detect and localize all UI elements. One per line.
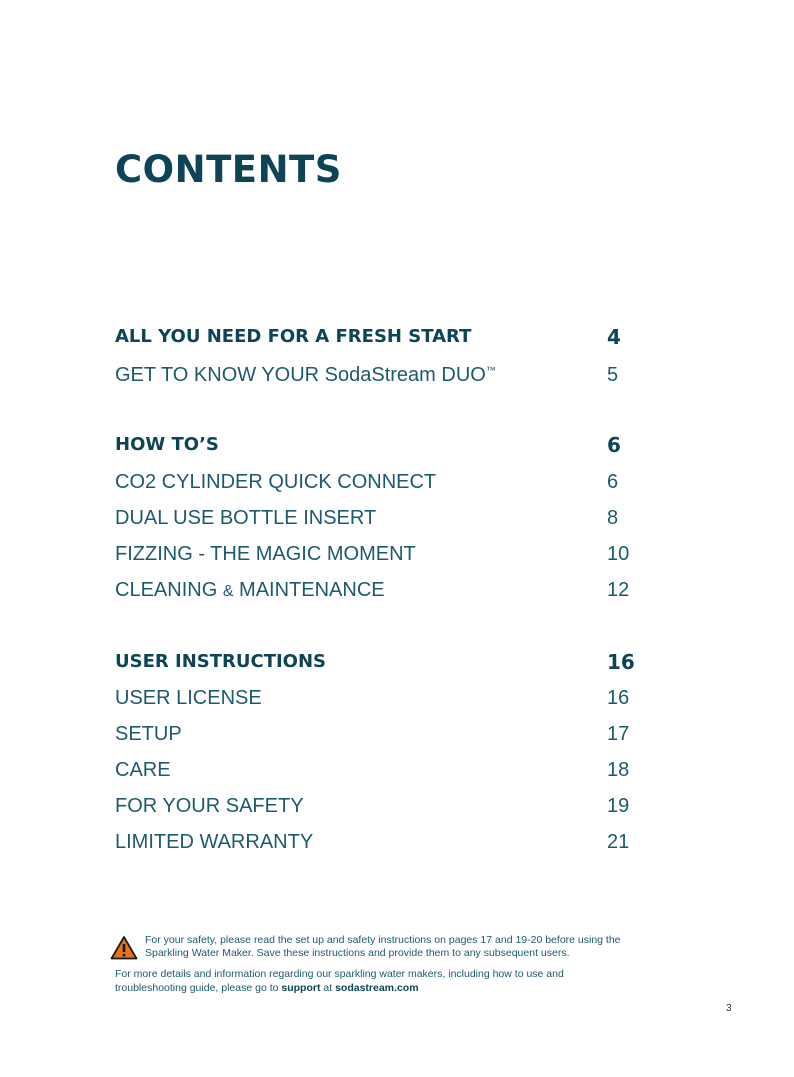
toc-item-page: 12 <box>607 579 630 601</box>
toc-item-warranty[interactable] <box>115 828 635 856</box>
toc-heading-fresh-start[interactable] <box>115 323 635 351</box>
toc-item-page: 16 <box>607 687 630 709</box>
toc-item-safety[interactable] <box>115 792 635 820</box>
toc-heading-page: 4 <box>607 325 621 349</box>
toc-item-label: GET TO KNOW YOUR SodaStream DUO™ <box>115 364 496 386</box>
safety-warning-note <box>110 933 630 965</box>
sodastream-link[interactable]: sodastream.com <box>335 982 419 994</box>
toc-item-label: CARE <box>115 759 171 781</box>
toc-heading-label: USER INSTRUCTIONS <box>115 651 326 672</box>
toc-heading-label: ALL YOU NEED FOR A FRESH START <box>115 326 472 347</box>
page-title: CONTENTS <box>115 148 342 191</box>
support-link[interactable]: support <box>281 982 321 994</box>
toc-heading-page: 6 <box>607 433 621 457</box>
toc-heading-user-instructions[interactable] <box>115 648 635 676</box>
toc-heading-how-tos[interactable] <box>115 431 635 459</box>
toc-item-page: 21 <box>607 831 630 853</box>
toc-item-user-license[interactable] <box>115 684 635 712</box>
toc-item-co2-cylinder[interactable] <box>115 468 635 496</box>
warning-triangle-icon <box>110 935 138 961</box>
toc-item-page: 6 <box>607 471 619 493</box>
toc-item-page: 18 <box>607 759 630 781</box>
toc-item-label: USER LICENSE <box>115 687 262 709</box>
toc-item-dual-use-bottle[interactable] <box>115 504 635 532</box>
toc-item-label: LIMITED WARRANTY <box>115 831 314 853</box>
toc-heading-page: 16 <box>607 650 635 674</box>
warning-text: For your safety, please read the set up and safety instructions on pages 17 and 19-20 before using the Sparkling Water Maker. Save these instructions and provide them to any subsequent users. <box>145 934 621 959</box>
toc-item-page: 19 <box>607 795 630 817</box>
toc-item-page: 5 <box>607 364 619 386</box>
more-info-text: For more details and information regarding our sparkling water makers, including how to use and troubleshooting guide, please go to support at sodastream.com <box>115 968 564 994</box>
toc-item-label: FOR YOUR SAFETY <box>115 795 304 817</box>
toc-item-page: 8 <box>607 507 619 529</box>
page-number: 3 <box>726 1003 732 1014</box>
toc-item-setup[interactable] <box>115 720 635 748</box>
toc-item-page: 10 <box>607 543 630 565</box>
toc-item-label: SETUP <box>115 723 182 745</box>
toc-heading-label: HOW TO’S <box>115 434 219 455</box>
toc-item-fizzing[interactable] <box>115 540 635 568</box>
toc-item-page: 17 <box>607 723 630 745</box>
toc-item-cleaning[interactable] <box>115 576 635 604</box>
toc-item-care[interactable] <box>115 756 635 784</box>
toc-item-label: CO2 CYLINDER QUICK CONNECT <box>115 471 437 493</box>
toc-item-label: CLEANING & MAINTENANCE <box>115 579 385 601</box>
toc-item-get-to-know[interactable] <box>115 361 635 389</box>
toc-item-label: FIZZING - THE MAGIC MOMENT <box>115 543 416 565</box>
toc-item-label: DUAL USE BOTTLE INSERT <box>115 507 377 529</box>
